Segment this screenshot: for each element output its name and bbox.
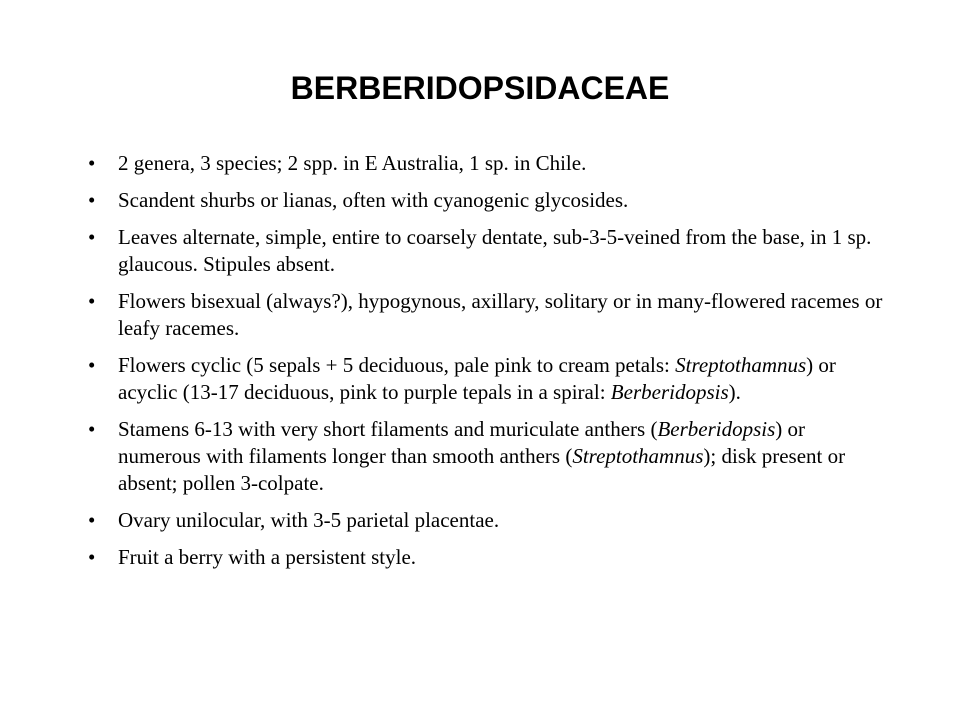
genus-name: Streptothamnus: [572, 444, 704, 468]
bullet-item: [88, 288, 888, 342]
slide-title: BERBERIDOPSIDACEAE: [290, 70, 670, 106]
bullet-item: [88, 507, 888, 534]
bullet-dot-icon: [88, 187, 108, 214]
bullet-text: Fruit a berry with a persistent style.: [118, 545, 417, 569]
bullet-dot-icon: [88, 544, 108, 571]
bullet-text: Flowers bisexual (always?), hypogynous, axillary, solitary or in many-flowered racemes or leafy racemes.: [118, 289, 883, 340]
bullet-text: Scandent shurbs or lianas, often with cyanogenic glycosides.: [118, 188, 629, 212]
bullet-item: [88, 187, 888, 214]
genus-name: Berberidopsis: [610, 380, 729, 404]
bullet-text: Stamens 6-13 with very short filaments and muriculate anthers (Berberidopsis) or numerous with filaments longer than smooth anthers (Streptothamnus); disk present or absent; pollen 3-colpate.: [118, 417, 846, 495]
bullet-item: [88, 224, 888, 278]
bullet-text: Ovary unilocular, with 3-5 parietal placentae.: [118, 508, 500, 532]
bullet-dot-icon: [88, 352, 108, 379]
bullet-dot-icon: [88, 224, 108, 251]
bullet-dot-icon: [88, 288, 108, 315]
bullet-dot-icon: [88, 150, 108, 177]
bullet-text: 2 genera, 3 species; 2 spp. in E Australia, 1 sp. in Chile.: [118, 151, 587, 175]
bullet-text: Flowers cyclic (5 sepals + 5 deciduous, pale pink to cream petals: Streptothamnus) or acyclic (13-17 deciduous, pink to purple tepals in a spiral: Berberidopsis).: [118, 353, 836, 404]
bullet-item: [88, 150, 888, 177]
genus-name: Berberidopsis: [657, 417, 776, 441]
bullet-item: [88, 352, 888, 406]
bullet-dot-icon: [88, 416, 108, 443]
bullet-text: Leaves alternate, simple, entire to coarsely dentate, sub-3-5-veined from the base, in 1 sp. glaucous. Stipules absent.: [118, 225, 872, 276]
genus-name: Streptothamnus: [675, 353, 807, 377]
bullet-item: [88, 416, 888, 497]
bullet-item: [88, 544, 888, 571]
bullet-dot-icon: [88, 507, 108, 534]
bullet-list: [88, 150, 888, 581]
